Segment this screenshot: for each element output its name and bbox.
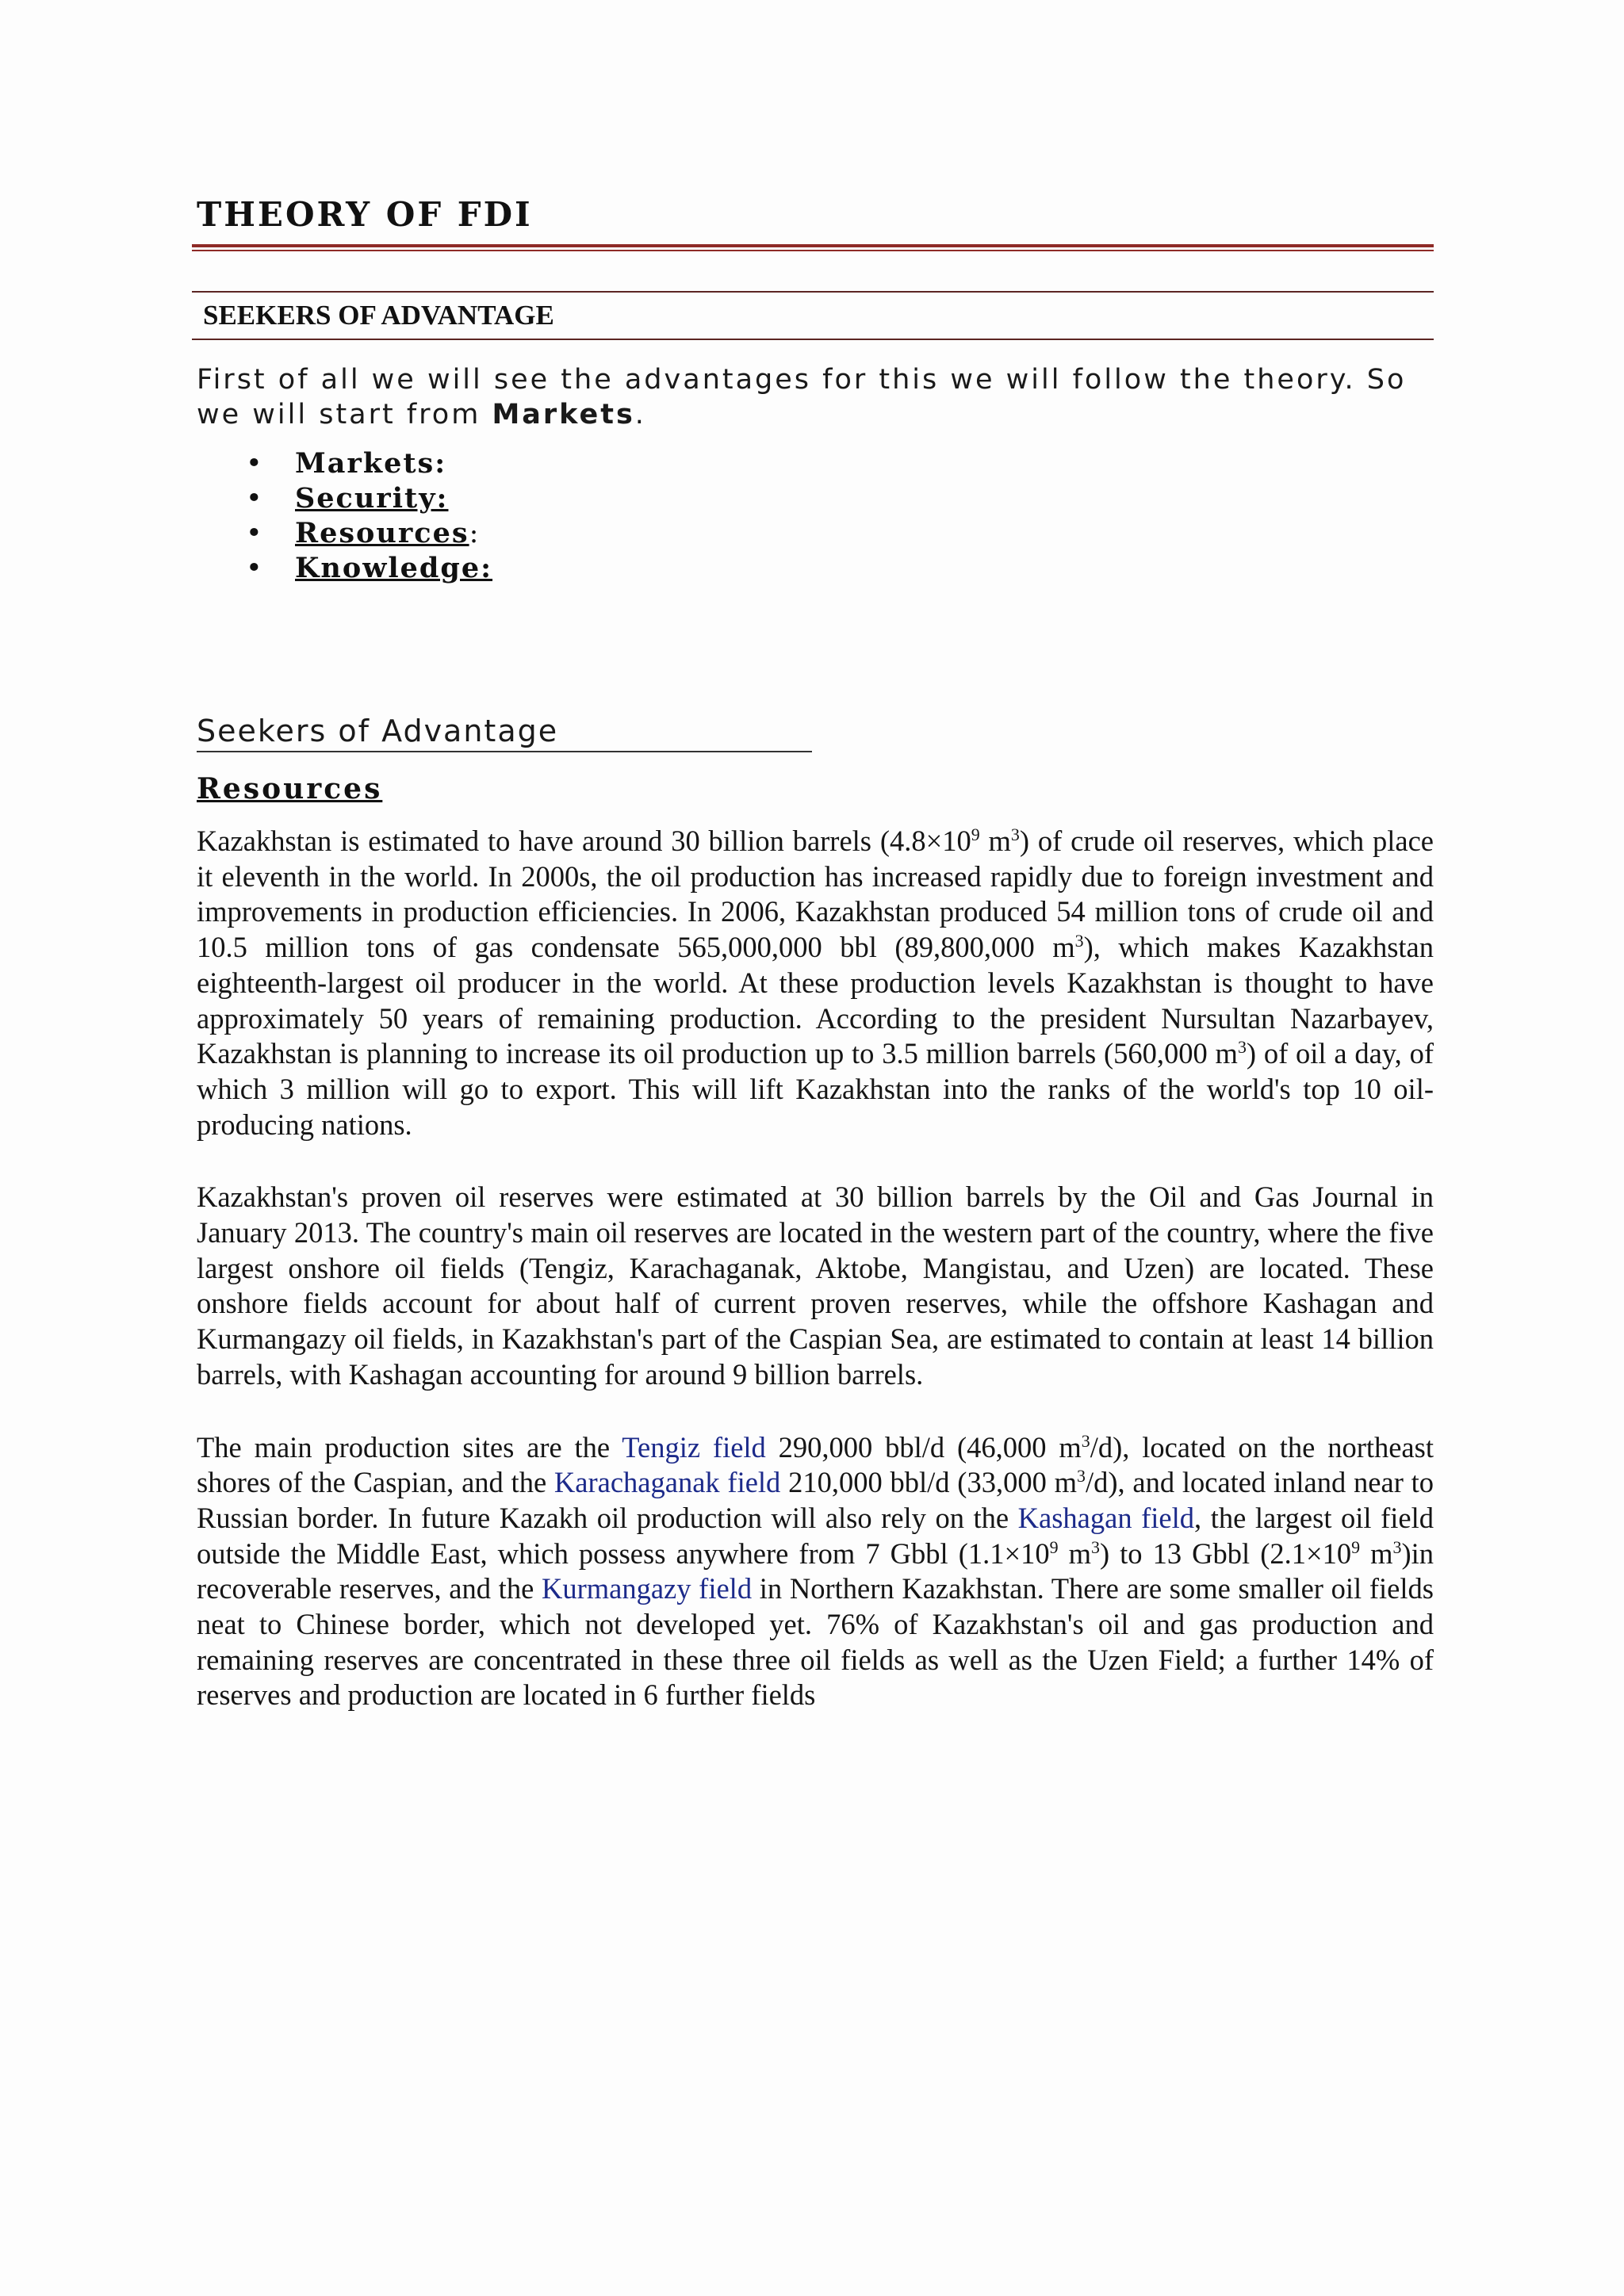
list-item-security (197, 481, 1434, 516)
intro-paragraph (197, 362, 1434, 432)
bullet-label: Security: (295, 482, 449, 515)
subtitle-seekers-of-advantage: Seekers of Advantage (197, 711, 812, 752)
list-item-resources (197, 516, 1434, 551)
section-heading-box (192, 291, 1434, 340)
intro-end: . (634, 399, 646, 430)
intro-text: First of all we will see the advantages for this we will follow the theory. So we will start from (197, 364, 1407, 430)
bullet-label: Resources (295, 517, 469, 549)
link-tengiz-field[interactable]: Tengiz field (622, 1430, 766, 1464)
bullet-colon: : (469, 518, 481, 549)
paragraph-2: Kazakhstan's proven oil reserves were estimated at 30 billion barrels by the Oil and Gas Journal in January 2013. The country's main oil reserves are located in the western part of the country, where the five largest onshore oil fields (Tengiz, Karachaganak, Aktobe, Mangistau, and Uzen) are located. These onshore fields account for about half of current proven reserves, while the offshore Kashagan and Kurmangazy oil fields, in Kazakhstan's part of the Caspian Sea, are estimated to contain at least 14 billion barrels, with Kashagan accounting for around 9 billion barrels. (197, 1181, 1434, 1391)
intro-bold-markets: Markets (492, 399, 635, 430)
document-page (197, 190, 1434, 1713)
resources-heading: Resources (197, 772, 383, 806)
page-title: THEORY OF FDI (197, 195, 533, 234)
bullet-label: Markets: (295, 447, 447, 480)
link-kurmangazy-field[interactable]: Kurmangazy field (541, 1572, 753, 1605)
title-double-rule (192, 244, 1434, 251)
link-kashagan-field[interactable]: Kashagan field (1017, 1501, 1195, 1534)
advantages-list (197, 446, 1434, 586)
section-heading: SEEKERS OF ADVANTAGE (203, 300, 554, 331)
bullet-label: Knowledge: (295, 552, 493, 584)
list-item-knowledge (197, 551, 1434, 586)
link-karachaganak-field[interactable]: Karachaganak field (553, 1466, 781, 1499)
paragraph-3: The main production sites are the Tengiz field 290,000 bbl/d (46,000 $m^3/d$), located on the northeast shores of the Caspian, and the Karachaganak field 210,000 bbl/d (33,000 $m^3/d$), and located inland near to Russian border. In future Kazakh oil production will also rely on the Kashagan field, the largest oil field outside the Middle East, which possess anywhere from 7 Gbbl ($1.1\times 10^9$ $m^3$) to 13 Gbbl ($2.1\times 10^9$ $m^3)in$ recoverable reserves, and the Kurmangazy field in Northern Kazakhstan. There are some smaller oil fields neat to Chinese border, which not developed yet. 76% of Kazakhstan's oil and gas production and remaining reserves are concentrated in these three oil fields as well as the Uzen Field; a further 14% of reserves and production are located in 6 further fields (197, 1430, 1434, 1712)
list-item-markets (197, 446, 1434, 481)
paragraph-1: Kazakhstan is estimated to have around 30 billion barrels ($4.8\times 10^9$ $m^3$) of crude oil reserves, which place it eleventh in the world. In 2000s, the oil production has increased rapidly due to foreign investment and improvements in production efficiencies. In 2006, Kazakhstan produced 54 million tons of crude oil and 10.5 million tons of gas condensate 565,000,000 bbl (89,800,000 $m^3$), which makes Kazakhstan eighteenth-largest oil producer in the world. At these production levels Kazakhstan is thought to have approximately 50 years of remaining production. According to the president Nursultan Nazarbayev, Kazakhstan is planning to increase its oil production up to 3.5 million barrels (560,000 $m^3$) of oil a day, of which 3 million will go to export. This will lift Kazakhstan into the ranks of the world's top 10 oil-producing nations. (197, 824, 1434, 1141)
